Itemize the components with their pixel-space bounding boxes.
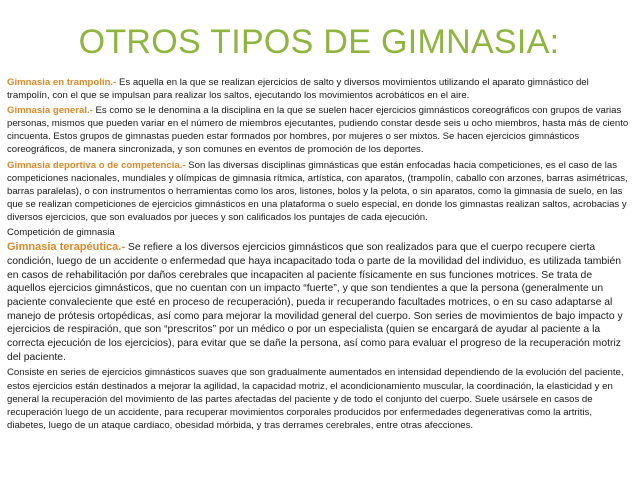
- paragraph-general: [7, 104, 631, 156]
- paragraph-text: Consiste en series de ejercicios gimnásticos suaves que son gradualmente aumentados en intensidad dependiendo de la evolución del paciente, estos ejercicios están destinados a mejorar la agilidad, la capacidad motriz, el acondicionamiento muscular, la coordinación, la elasticidad y en general la recuperación del movimiento de las partes afectadas del paciente y de todo el conjunto del cuerpo. Suele usársele en casos de recuperación luego de un accidente, para recuperar movimientos corporales producidos por enfermedades degenerativas como la artritis, diabetes, luego de un ataque cardiaco, obesidad mórbida, y tras derrames cerebrales, entre otras afecciones.: [7, 367, 624, 431]
- paragraph-text: Se refiere a los diversos ejercicios gimnásticos que son realizados para que el cuerpo recupere cierta condición, luego de un accidente o enfermedad que haya incapacitado toda o parte de la movilidad del individuo, es utilizada también en casos de rehabilitación por daños cerebrales que incapaciten al paciente físicamente en sus funciones motrices. Se trata de aquellos ejercicios gimnásticos, que no cuentan con un impacto “fuerte”, y que son tendientes a que la persona (generalmente un paciente convaleciente que esté en proceso de recuperación), pueda ir recuperando facultades motrices, o en su caso adaptarse al manejo de prótesis ortopédicas, así como para mejorar la movilidad general del cuerpo. Son series de movimientos de bajo impacto y ejercicios de respiración, que son “prescritos” por un médico o por un especialista (quien se encargará de ayudar al paciente a la correcta ejecución de los ejercicios), para evitar que se dañe la persona, así como para evaluar el progreso de la recuperación motriz del paciente.: [7, 242, 623, 363]
- paragraph-terapeutica: [7, 241, 631, 364]
- term-label: Gimnasia terapéutica.-: [7, 241, 125, 254]
- paragraph-consiste: [7, 366, 631, 431]
- term-label: Gimnasia general.-: [7, 105, 93, 117]
- paragraph-trampolin: [7, 76, 631, 102]
- term-label: Gimnasia deportiva o de competencia.-: [7, 159, 186, 171]
- paragraph-text: Son las diversas disciplinas gimnásticas que están enfocadas hacia competiciones, es el caso de las competiciones nacionales, mundiales y olímpicas de gimnasia rítmica, artística, con aparatos, (trampolín, caballo con arzones, barras asimétricas, barras paralelas), o con instrumentos o herramientas como los aros, listones, bolos y la pelota, o sin aparatos, como la gimnasia de suelo, en las que se realizan competiciones de ejercicios gimnásticos en una plataforma o suelo especial, en donde los gimnastas realizan saltos, acrobacias y diversos ejercicios, que son evaluados por jueces y son calificados los puntajes de cada ejecución.: [7, 159, 628, 223]
- term-label: Gimnasia en trampolín.-: [7, 77, 117, 88]
- paragraph-text: Competición de gimnasia: [7, 227, 115, 239]
- paragraph-text: Es como se le denomina a la disciplina en la que se suelen hacer ejercicios gimnásticos coreográficos con grupos de varias personas, mismos que pueden variar en el número de miembros ejecutantes, pudiendo constar desde seis u ocho miembros, hasta más de ciento cincuenta. Estos grupos de gimnastas pueden estar formados por hombres, por mujeres o ser mixtos. Se hacen ejercicios gimnásticos coreográficos, de manera sincronizada, y son comunes en eventos de promoción de los deportes.: [7, 105, 629, 156]
- paragraph-deportiva: [7, 159, 631, 224]
- paragraph-text: Es aquella en la que se realizan ejercicios de salto y diversos movimientos utilizando el aparato gimnástico del trampolín, con el que se impulsan para realizar los saltos, ejecutando los movimientos acrobáticos en el aire.: [7, 77, 589, 102]
- paragraph-competicion: [7, 226, 631, 239]
- slide-title: OTROS TIPOS DE GIMNASIA:: [78, 23, 560, 61]
- slide-body: [7, 76, 631, 434]
